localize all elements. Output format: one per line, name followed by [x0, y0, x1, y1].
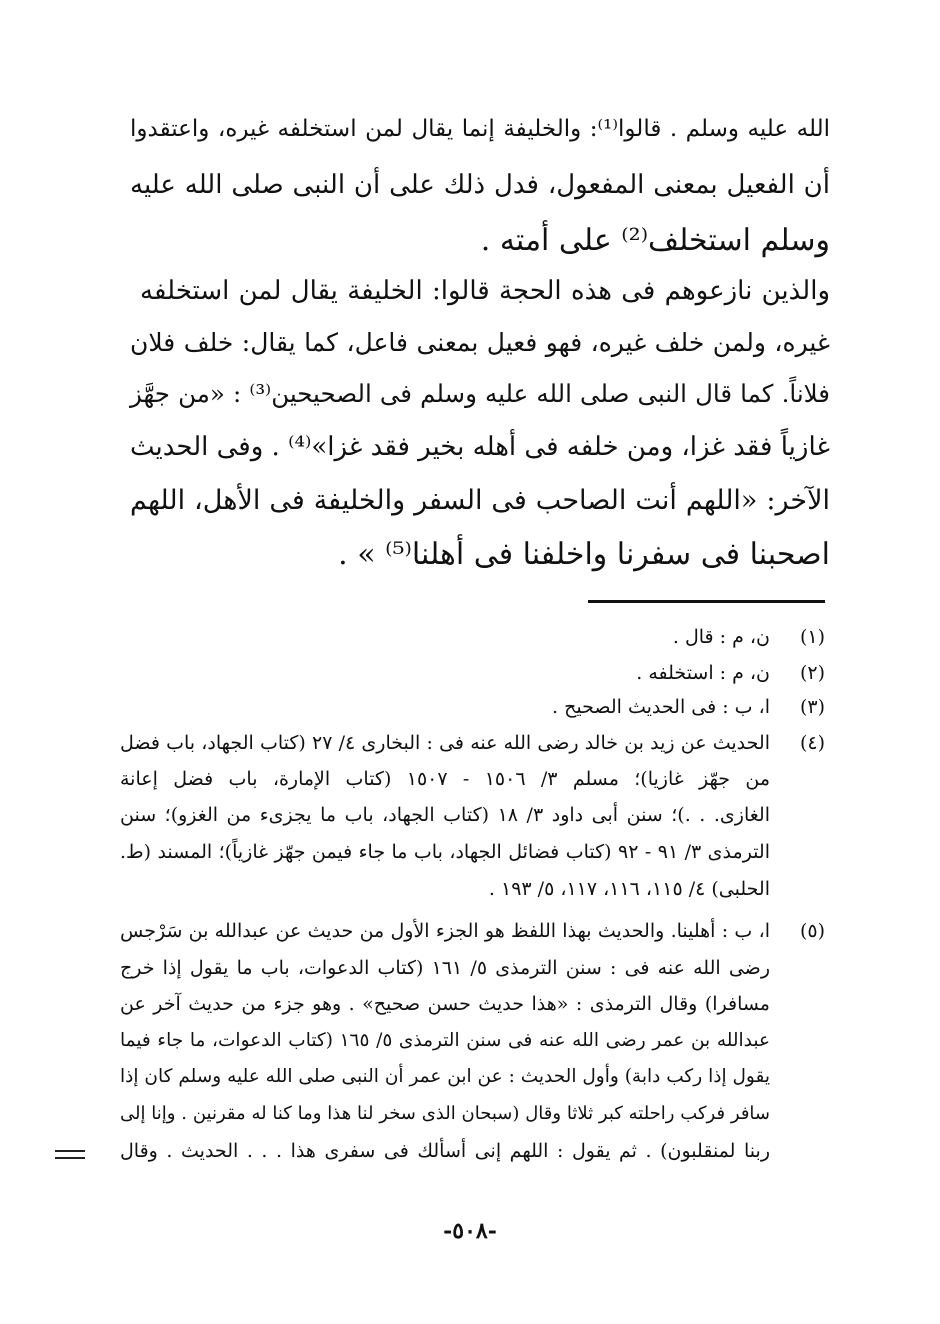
footnote-number: (٤): [799, 732, 825, 754]
footnote-line: مسافرا) وقال الترمذى : «هذا حديث حسن صحيح» . وهو جزء من حديث آخر عن: [120, 993, 770, 1015]
footnote-line: من جهّز غازيا)؛ مسلم ٣/ ١٥٠٦ - ١٥٠٧ (كتاب الإمارة، باب فضل إعانة: [120, 768, 771, 790]
main-text-line-5: غيره، ولمن خلف غيره، فهو فعيل بمعنى فاعل، كما يقال: خلف فلان: [130, 328, 830, 357]
main-text-line-2: أن الفعيل بمعنى المفعول، فدل ذلك على أن النبى صلى الله عليه: [130, 170, 830, 200]
main-text-line-3: وسلم استخلف⁽²⁾ على أمته .: [480, 223, 830, 258]
page-number: -٥٠٨-: [443, 1218, 497, 1244]
footnote-line: عبدالله بن عمر رضى الله عنه فى سنن الترمذى ٥/ ١٦٥ (كتاب الدعوات، ما جاء فيما: [120, 1030, 770, 1051]
footnote-line: الغازى. . .)؛ سنن أبى داود ٣/ ١٨ (كتاب الجهاد، باب ما يجزىء من الغزو)؛ سنن: [120, 804, 770, 826]
main-text-line-6: فلاناً. كما قال النبى صلى الله عليه وسلم فى الصحيحين⁽³⁾ : «من جهَّز: [130, 379, 830, 408]
footnote-number: (١): [799, 626, 825, 648]
footnote-number: (٣): [799, 696, 825, 718]
continuation-mark: [55, 1150, 85, 1164]
main-text-line-4: والذين نازعوهم فى هذه الحجة قالوا: الخليفة يقال لمن استخلفه: [140, 276, 830, 306]
main-text-line-8: الآخر: «اللهم أنت الصاحب فى السفر والخليفة فى الأهل، اللهم: [130, 485, 830, 516]
footnote-number: (٢): [799, 662, 825, 684]
footnote-line: الترمذى ٣/ ٩١ - ٩٢ (كتاب فضائل الجهاد، باب ما جاء فيمن جهّز غازياً)؛ المسند (ط.: [120, 841, 770, 863]
footnote-line: ا، ب : أهلينا. والحديث بهذا اللفظ هو الجزء الأول من حديث عن عبدالله بن سَرْجس: [120, 920, 770, 942]
footnote-line: الحلبى) ٤/ ١١٥، ١١٦، ١١٧، ٥/ ١٩٣ .: [488, 878, 770, 900]
main-text-line-9: اصحبنا فى سفرنا واخلفنا فى أهلنا⁽⁵⁾ » .: [338, 537, 830, 572]
main-text-line-7: غازياً فقد غزا، ومن خلفه فى أهله بخير فقد غزا»⁽⁴⁾ . وفى الحديث: [130, 432, 830, 462]
footnote-separator: [588, 600, 825, 603]
footnote-line: ن، م : قال .: [672, 626, 770, 648]
footnote-line: ربنا لمنقلبون) . ثم يقول : اللهم إنى أسألك فى سفرى هذا . . . الحديث . وقال: [120, 1140, 770, 1162]
footnote-line: ن، م : استخلفه .: [636, 662, 770, 684]
footnote-line: سافر فركب راحلته كبر ثلاثا وقال (سبحان الذى سخر لنا هذا وما كنا له مقرنين . وإنا إلى: [120, 1103, 770, 1124]
footnote-number: (٥): [799, 920, 825, 942]
footnote-line: يقول إذا ركب دابة) وأول الحديث : عن ابن عمر أن النبى صلى الله عليه وسلم كان إذا: [120, 1066, 770, 1087]
footnote-line: الحديث عن زيد بن خالد رضى الله عنه فى : البخارى ٤/ ٢٧ (كتاب الجهاد، باب فضل: [120, 732, 770, 754]
footnote-line: ا، ب : فى الحديث الصحيح .: [552, 696, 770, 718]
footnote-line: رضى الله عنه فى : سنن الترمذى ٥/ ١٦١ (كتاب الدعوات، باب ما يقول إذا خرج: [120, 957, 770, 979]
main-text-line-1: الله عليه وسلم . قالوا⁽¹⁾: والخليفة إنما يقال لمن استخلفه غيره، واعتقدوا: [130, 116, 830, 142]
